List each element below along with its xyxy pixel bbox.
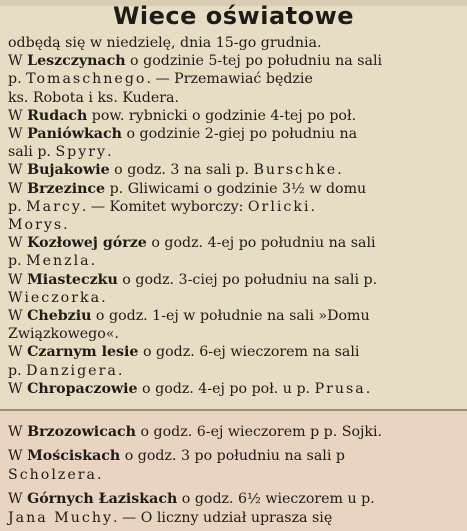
additional-meetings-block xyxy=(0,411,467,531)
list-item: W Brzozowicach o godz. 6-ej wieczorem p p. Sojki. xyxy=(8,424,383,440)
article-title: Wiece oświatowe xyxy=(112,2,355,30)
list-item: p. Danzigera. xyxy=(8,362,123,379)
list-item: W Górnych Łaziskach o godz. 6½ wieczorem u p. xyxy=(8,490,375,507)
list-item: Morys. xyxy=(8,217,68,234)
meeting-list xyxy=(8,34,460,398)
list-item: W Brzezince p. Gliwicami o godzinie 3½ w domu xyxy=(8,180,367,197)
list-item: W Czarnym lesie o godz. 6-ej wieczorem na sali xyxy=(8,344,360,361)
list-item: p. Tomaschnego. — Przemawiać będzie xyxy=(8,71,313,88)
list-item: p. Marcy. — Komitet wyborczy: Orlicki. xyxy=(8,198,316,215)
list-item: p. Menzla. xyxy=(8,253,96,270)
list-item: sali p. Spyry. xyxy=(8,144,112,161)
list-item: W Paniówkach o godzinie 2-giej po południu na xyxy=(8,126,358,143)
additional-meeting-list xyxy=(8,423,460,529)
list-item: Jana Muchy. — O liczny udział uprasza się xyxy=(8,510,333,526)
list-item: ks. Robota i ks. Kudera. xyxy=(8,89,180,106)
list-item: W Chropaczowie o godz. 4-ej po poł. u p. Prusa. xyxy=(8,380,371,397)
list-item: W Rudach pow. rybnicki o godzinie 4-tej po poł. xyxy=(8,107,357,124)
list-item: Wieczorka. xyxy=(8,289,106,306)
list-item: W Chebziu o godz. 1-ej w południe na sali »Domu xyxy=(8,308,370,325)
list-item: Scholzera. xyxy=(8,467,102,483)
list-item: W Kozłowej górze o godz. 4-ej po południu na sali xyxy=(8,235,376,252)
list-item: W Leszczynach o godzinie 5-tej po południu na sali xyxy=(8,53,383,70)
list-item: W Miasteczku o godz. 3-ciej po południu na sali p. xyxy=(8,271,378,288)
list-item: Związkowego«. xyxy=(8,326,119,343)
list-item: W Mościskach o godz. 3 po południu na sali p xyxy=(8,447,345,464)
list-item: W Bujakowie o godz. 3 na sali p. Burschke. xyxy=(8,162,342,179)
intro-line: odbędą się w niedzielę, dnia 15-go grudnia. xyxy=(8,35,322,51)
